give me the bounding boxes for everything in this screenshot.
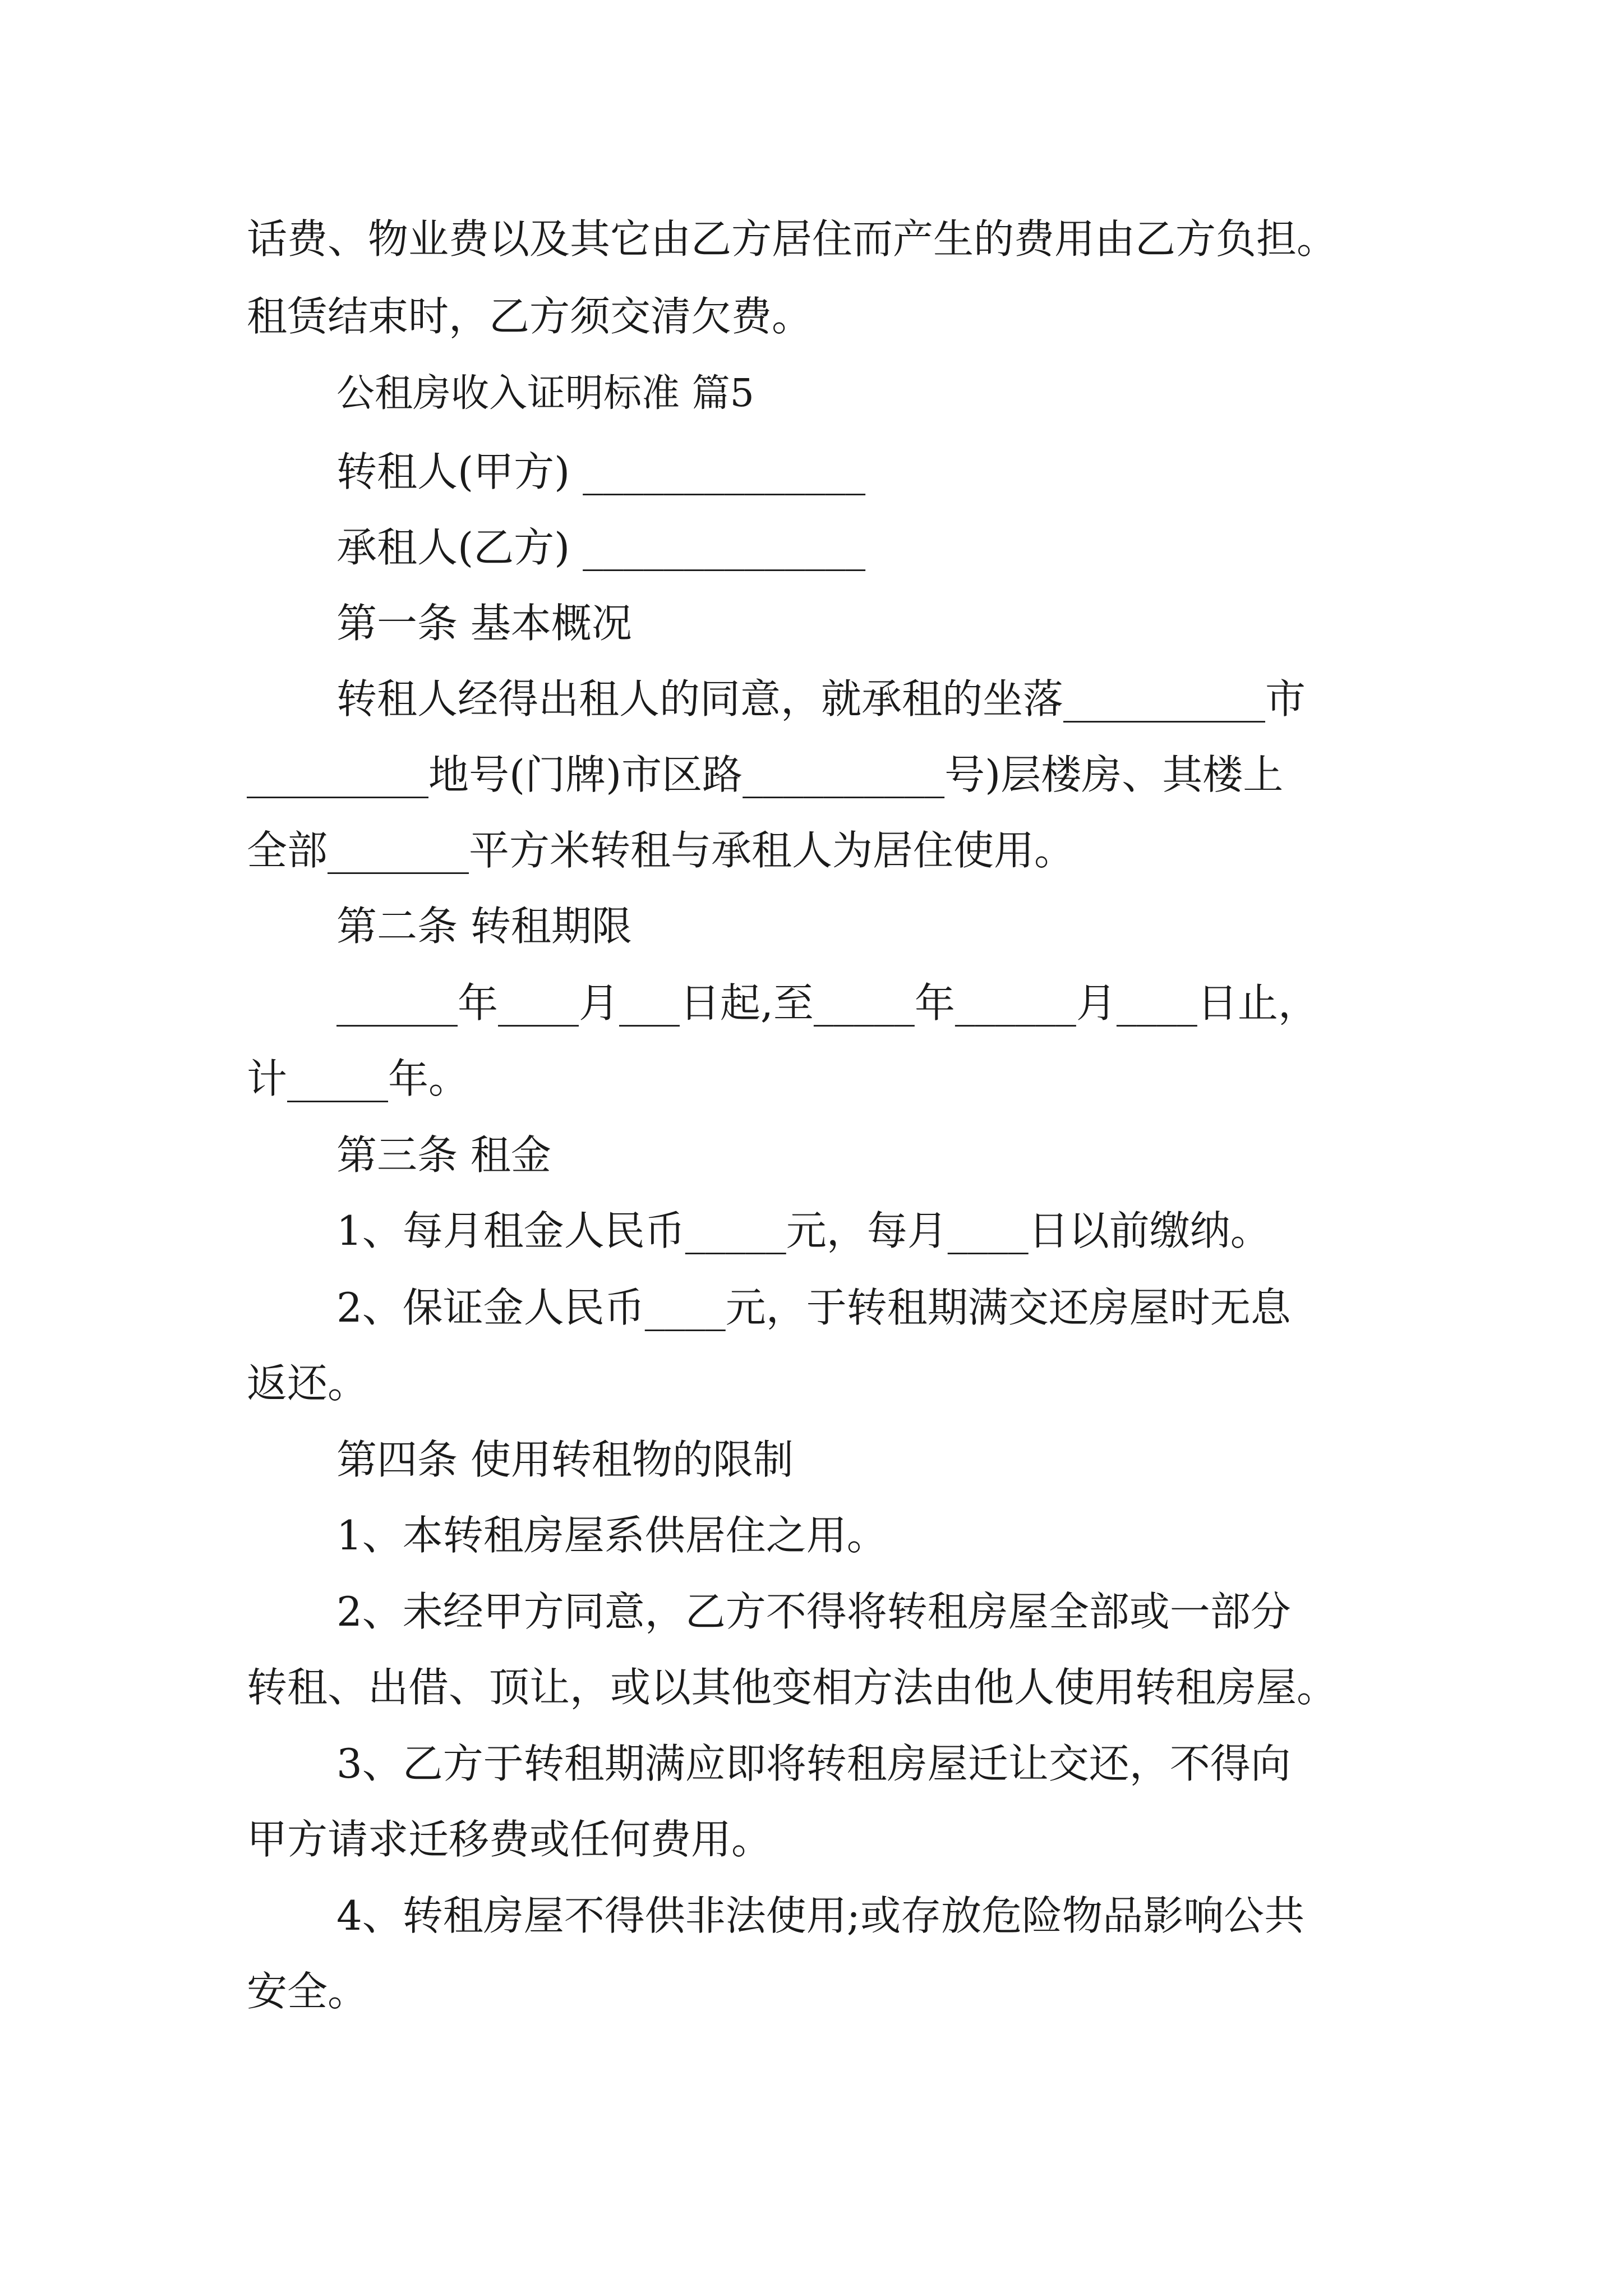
text-line: ______年____月___日起,至_____年______月____日止， <box>336 979 1318 1027</box>
text-line: 甲方请求迁移费或任何费用。 <box>247 1816 772 1863</box>
text-line: 2、保证金人民币____元，于转租期满交还房屋时无息 <box>336 1284 1291 1331</box>
text-line: 转租人(甲方) ______________ <box>336 448 866 495</box>
text-line: 转租人经得出租人的同意，就承租的坐落__________市 <box>336 675 1306 723</box>
article-heading: 第四条 使用转租物的限制 <box>336 1436 794 1483</box>
text-line: 1、每月租金人民币_____元，每月____日以前缴纳。 <box>336 1207 1271 1254</box>
text-line: 转租、出借、顶让，或以其他变相方法由他人使用转租房屋。 <box>247 1664 1338 1711</box>
text-line: 承租人(乙方) ______________ <box>336 524 866 571</box>
section-heading: 公租房收入证明标准 篇5 <box>336 371 754 416</box>
text-line: 安全。 <box>247 1968 368 2015</box>
text-line: 3、乙方于转租期满应即将转租房屋迁让交还，不得向 <box>336 1740 1291 1787</box>
text-line: 4、转租房屋不得供非法使用;或存放危险物品影响公共 <box>336 1892 1305 1939</box>
article-heading: 第一条 基本概况 <box>336 600 632 647</box>
text-line: 返还。 <box>247 1360 368 1407</box>
text-line: 话费、物业费以及其它由乙方居住而产生的费用由乙方负担。 <box>247 215 1338 263</box>
text-line: 租赁结束时，乙方须交清欠费。 <box>247 293 813 340</box>
article-heading: 第三条 租金 <box>336 1131 551 1179</box>
text-line: 2、未经甲方同意，乙方不得将转租房屋全部或一部分 <box>336 1588 1291 1635</box>
text-line: 全部_______平方米转租与承租人为居住使用。 <box>247 827 1075 874</box>
text-line: _________地号(门牌)市区路__________号)层楼房、其楼上 <box>247 751 1284 798</box>
article-heading: 第二条 转租期限 <box>336 903 632 950</box>
text-line: 计_____年。 <box>247 1055 469 1102</box>
text-line: 1、本转租房屋系供居住之用。 <box>336 1512 887 1559</box>
